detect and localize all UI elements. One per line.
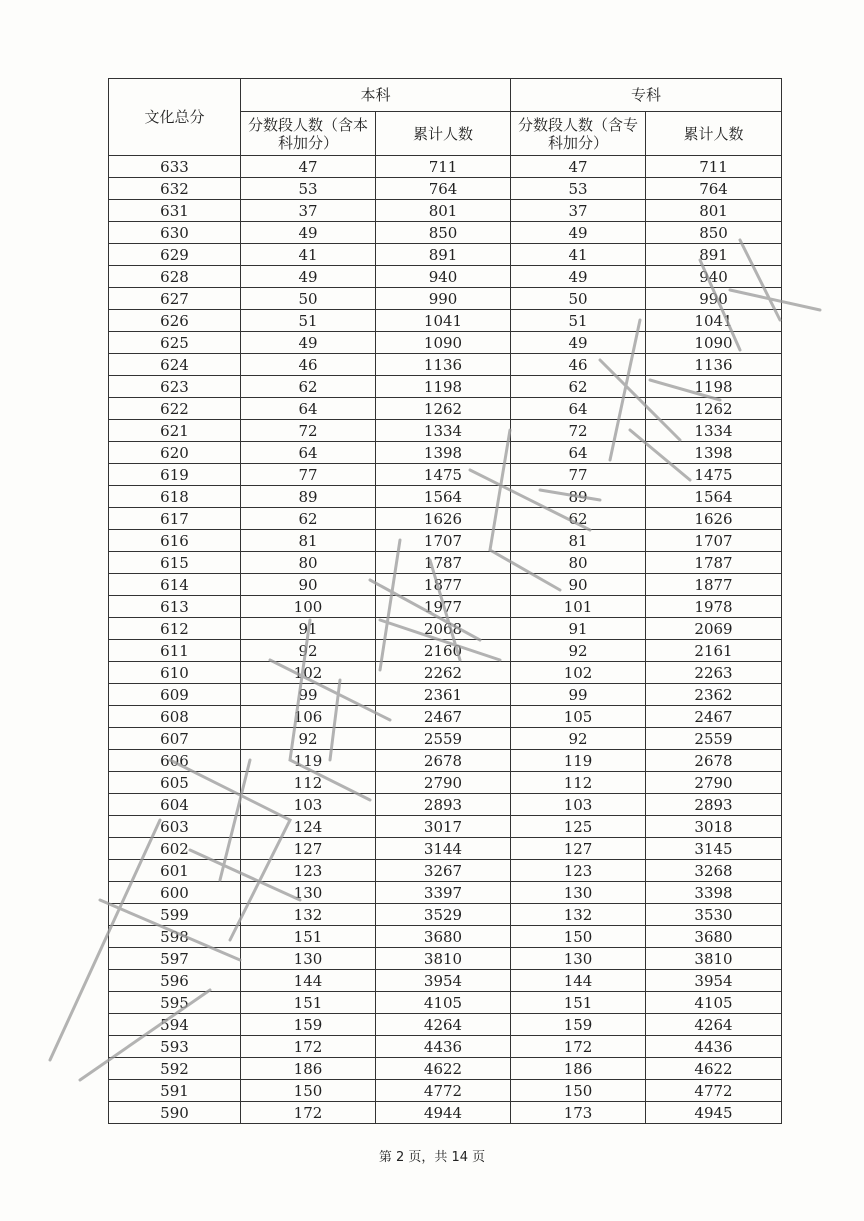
undergrad-segment-cell: 49 [241, 222, 376, 244]
undergrad-segment-cell: 150 [241, 1080, 376, 1102]
vocational-cumulative-cell: 2893 [646, 794, 782, 816]
vocational-segment-cell: 173 [511, 1102, 646, 1124]
table-row [109, 926, 782, 948]
undergrad-cumulative-cell: 2068 [376, 618, 511, 640]
undergrad-segment-cell: 64 [241, 398, 376, 420]
undergrad-segment-cell: 100 [241, 596, 376, 618]
vocational-segment-cell: 41 [511, 244, 646, 266]
table-row [109, 244, 782, 266]
undergrad-segment-cell: 47 [241, 156, 376, 178]
table-row [109, 222, 782, 244]
undergrad-cumulative-cell: 3954 [376, 970, 511, 992]
table-row [109, 508, 782, 530]
undergrad-segment-cell: 72 [241, 420, 376, 442]
undergrad-segment-cell: 37 [241, 200, 376, 222]
vocational-cumulative-cell: 2161 [646, 640, 782, 662]
table-row [109, 728, 782, 750]
undergrad-cumulative-cell: 1262 [376, 398, 511, 420]
vocational-cumulative-cell: 2069 [646, 618, 782, 640]
undergrad-cumulative-cell: 1041 [376, 310, 511, 332]
total-score-cell: 632 [109, 178, 241, 200]
vocational-cumulative-cell: 3680 [646, 926, 782, 948]
undergrad-cumulative-cell: 1977 [376, 596, 511, 618]
table-row [109, 838, 782, 860]
undergrad-cumulative-cell: 990 [376, 288, 511, 310]
undergrad-segment-cell: 62 [241, 376, 376, 398]
undergrad-cumulative-cell: 3267 [376, 860, 511, 882]
total-score-cell: 599 [109, 904, 241, 926]
total-score-cell: 610 [109, 662, 241, 684]
undergrad-cumulative-cell: 3144 [376, 838, 511, 860]
undergrad-cumulative-cell: 801 [376, 200, 511, 222]
vocational-cumulative-cell: 2678 [646, 750, 782, 772]
vocational-segment-cell: 72 [511, 420, 646, 442]
vocational-segment-cell: 112 [511, 772, 646, 794]
vocational-cumulative-cell: 1707 [646, 530, 782, 552]
vocational-cumulative-cell: 4105 [646, 992, 782, 1014]
vocational-segment-cell: 130 [511, 948, 646, 970]
vocational-cumulative-cell: 2790 [646, 772, 782, 794]
vocational-cumulative-cell: 4945 [646, 1102, 782, 1124]
undergrad-cumulative-cell: 1090 [376, 332, 511, 354]
vocational-cumulative-cell: 1136 [646, 354, 782, 376]
vocational-segment-cell: 49 [511, 266, 646, 288]
table-row [109, 618, 782, 640]
undergrad-cumulative-cell: 4622 [376, 1058, 511, 1080]
table-row [109, 596, 782, 618]
table-row [109, 1058, 782, 1080]
header-undergrad-segment: 分数段人数（含本科加分） [241, 112, 376, 156]
vocational-segment-cell: 105 [511, 706, 646, 728]
vocational-segment-cell: 37 [511, 200, 646, 222]
table-row [109, 332, 782, 354]
undergrad-cumulative-cell: 3017 [376, 816, 511, 838]
total-score-cell: 600 [109, 882, 241, 904]
vocational-cumulative-cell: 1334 [646, 420, 782, 442]
total-score-cell: 628 [109, 266, 241, 288]
table-row [109, 530, 782, 552]
vocational-segment-cell: 123 [511, 860, 646, 882]
undergrad-cumulative-cell: 1398 [376, 442, 511, 464]
vocational-segment-cell: 99 [511, 684, 646, 706]
undergrad-segment-cell: 106 [241, 706, 376, 728]
vocational-segment-cell: 64 [511, 442, 646, 464]
undergrad-segment-cell: 130 [241, 882, 376, 904]
vocational-segment-cell: 150 [511, 926, 646, 948]
undergrad-cumulative-cell: 711 [376, 156, 511, 178]
undergrad-segment-cell: 90 [241, 574, 376, 596]
table-row [109, 574, 782, 596]
total-score-cell: 606 [109, 750, 241, 772]
total-score-cell: 607 [109, 728, 241, 750]
vocational-segment-cell: 127 [511, 838, 646, 860]
undergrad-segment-cell: 123 [241, 860, 376, 882]
vocational-segment-cell: 50 [511, 288, 646, 310]
vocational-cumulative-cell: 4622 [646, 1058, 782, 1080]
vocational-cumulative-cell: 1041 [646, 310, 782, 332]
vocational-segment-cell: 90 [511, 574, 646, 596]
table-row [109, 772, 782, 794]
vocational-segment-cell: 49 [511, 332, 646, 354]
total-score-cell: 595 [109, 992, 241, 1014]
undergrad-segment-cell: 172 [241, 1036, 376, 1058]
total-score-cell: 614 [109, 574, 241, 596]
vocational-cumulative-cell: 940 [646, 266, 782, 288]
undergrad-cumulative-cell: 2559 [376, 728, 511, 750]
vocational-cumulative-cell: 1262 [646, 398, 782, 420]
vocational-cumulative-cell: 1564 [646, 486, 782, 508]
total-score-cell: 597 [109, 948, 241, 970]
undergrad-cumulative-cell: 1787 [376, 552, 511, 574]
table-row [109, 266, 782, 288]
undergrad-cumulative-cell: 4105 [376, 992, 511, 1014]
table-row [109, 1080, 782, 1102]
table-row [109, 200, 782, 222]
table-row [109, 552, 782, 574]
vocational-segment-cell: 62 [511, 376, 646, 398]
vocational-segment-cell: 64 [511, 398, 646, 420]
score-distribution-table [108, 78, 782, 1124]
undergrad-segment-cell: 49 [241, 266, 376, 288]
undergrad-cumulative-cell: 2678 [376, 750, 511, 772]
undergrad-cumulative-cell: 2790 [376, 772, 511, 794]
table-row [109, 882, 782, 904]
undergrad-cumulative-cell: 1877 [376, 574, 511, 596]
vocational-cumulative-cell: 2362 [646, 684, 782, 706]
undergrad-cumulative-cell: 1626 [376, 508, 511, 530]
undergrad-segment-cell: 127 [241, 838, 376, 860]
vocational-cumulative-cell: 2263 [646, 662, 782, 684]
undergrad-cumulative-cell: 1136 [376, 354, 511, 376]
vocational-cumulative-cell: 1198 [646, 376, 782, 398]
vocational-segment-cell: 103 [511, 794, 646, 816]
vocational-segment-cell: 47 [511, 156, 646, 178]
vocational-segment-cell: 46 [511, 354, 646, 376]
vocational-segment-cell: 49 [511, 222, 646, 244]
vocational-segment-cell: 91 [511, 618, 646, 640]
vocational-cumulative-cell: 4436 [646, 1036, 782, 1058]
undergrad-cumulative-cell: 1564 [376, 486, 511, 508]
undergrad-segment-cell: 80 [241, 552, 376, 574]
undergrad-segment-cell: 130 [241, 948, 376, 970]
total-score-cell: 623 [109, 376, 241, 398]
vocational-cumulative-cell: 4264 [646, 1014, 782, 1036]
total-score-cell: 618 [109, 486, 241, 508]
undergrad-segment-cell: 64 [241, 442, 376, 464]
total-score-cell: 619 [109, 464, 241, 486]
vocational-cumulative-cell: 3530 [646, 904, 782, 926]
vocational-cumulative-cell: 1877 [646, 574, 782, 596]
undergrad-cumulative-cell: 2893 [376, 794, 511, 816]
table-header [109, 79, 782, 156]
total-score-cell: 604 [109, 794, 241, 816]
undergrad-cumulative-cell: 3529 [376, 904, 511, 926]
table-row [109, 464, 782, 486]
vocational-cumulative-cell: 4772 [646, 1080, 782, 1102]
total-score-cell: 611 [109, 640, 241, 662]
total-score-cell: 630 [109, 222, 241, 244]
undergrad-segment-cell: 172 [241, 1102, 376, 1124]
undergrad-segment-cell: 62 [241, 508, 376, 530]
vocational-segment-cell: 80 [511, 552, 646, 574]
vocational-segment-cell: 132 [511, 904, 646, 926]
vocational-segment-cell: 89 [511, 486, 646, 508]
total-score-cell: 602 [109, 838, 241, 860]
table-row [109, 178, 782, 200]
vocational-cumulative-cell: 1090 [646, 332, 782, 354]
table-row [109, 1102, 782, 1124]
table-row [109, 948, 782, 970]
table-row [109, 684, 782, 706]
undergrad-cumulative-cell: 4264 [376, 1014, 511, 1036]
total-score-cell: 593 [109, 1036, 241, 1058]
undergrad-segment-cell: 151 [241, 992, 376, 1014]
undergrad-segment-cell: 53 [241, 178, 376, 200]
undergrad-cumulative-cell: 4436 [376, 1036, 511, 1058]
total-score-cell: 591 [109, 1080, 241, 1102]
vocational-cumulative-cell: 1475 [646, 464, 782, 486]
total-score-cell: 624 [109, 354, 241, 376]
table-row [109, 706, 782, 728]
table-row [109, 310, 782, 332]
total-score-cell: 612 [109, 618, 241, 640]
vocational-cumulative-cell: 891 [646, 244, 782, 266]
undergrad-segment-cell: 112 [241, 772, 376, 794]
undergrad-segment-cell: 92 [241, 728, 376, 750]
vocational-cumulative-cell: 850 [646, 222, 782, 244]
total-score-cell: 603 [109, 816, 241, 838]
table-row [109, 640, 782, 662]
total-score-cell: 626 [109, 310, 241, 332]
table-row [109, 992, 782, 1014]
undergrad-segment-cell: 49 [241, 332, 376, 354]
table-row [109, 970, 782, 992]
vocational-cumulative-cell: 3145 [646, 838, 782, 860]
undergrad-segment-cell: 103 [241, 794, 376, 816]
vocational-segment-cell: 92 [511, 728, 646, 750]
vocational-segment-cell: 144 [511, 970, 646, 992]
undergrad-cumulative-cell: 1198 [376, 376, 511, 398]
total-score-cell: 625 [109, 332, 241, 354]
undergrad-cumulative-cell: 891 [376, 244, 511, 266]
undergrad-cumulative-cell: 2262 [376, 662, 511, 684]
undergrad-cumulative-cell: 4772 [376, 1080, 511, 1102]
undergrad-segment-cell: 77 [241, 464, 376, 486]
table-row [109, 662, 782, 684]
undergrad-segment-cell: 50 [241, 288, 376, 310]
vocational-cumulative-cell: 1398 [646, 442, 782, 464]
total-score-cell: 622 [109, 398, 241, 420]
undergrad-cumulative-cell: 3810 [376, 948, 511, 970]
total-score-cell: 609 [109, 684, 241, 706]
undergrad-cumulative-cell: 3680 [376, 926, 511, 948]
total-score-cell: 590 [109, 1102, 241, 1124]
undergrad-cumulative-cell: 850 [376, 222, 511, 244]
vocational-segment-cell: 101 [511, 596, 646, 618]
header-vocational: 专科 [511, 79, 782, 112]
table-row [109, 816, 782, 838]
undergrad-segment-cell: 186 [241, 1058, 376, 1080]
vocational-cumulative-cell: 3018 [646, 816, 782, 838]
undergrad-cumulative-cell: 1334 [376, 420, 511, 442]
vocational-cumulative-cell: 3398 [646, 882, 782, 904]
total-score-cell: 594 [109, 1014, 241, 1036]
table-row [109, 156, 782, 178]
table-row [109, 860, 782, 882]
total-score-cell: 627 [109, 288, 241, 310]
table-row [109, 750, 782, 772]
vocational-cumulative-cell: 1787 [646, 552, 782, 574]
header-total-score: 文化总分 [109, 79, 241, 156]
undergrad-cumulative-cell: 3397 [376, 882, 511, 904]
total-score-cell: 620 [109, 442, 241, 464]
total-score-cell: 596 [109, 970, 241, 992]
undergrad-segment-cell: 41 [241, 244, 376, 266]
vocational-segment-cell: 150 [511, 1080, 646, 1102]
table-row [109, 1036, 782, 1058]
header-vocational-cumulative: 累计人数 [646, 112, 782, 156]
vocational-segment-cell: 186 [511, 1058, 646, 1080]
undergrad-cumulative-cell: 4944 [376, 1102, 511, 1124]
undergrad-segment-cell: 99 [241, 684, 376, 706]
vocational-cumulative-cell: 801 [646, 200, 782, 222]
vocational-segment-cell: 102 [511, 662, 646, 684]
undergrad-cumulative-cell: 2361 [376, 684, 511, 706]
header-vocational-segment: 分数段人数（含专科加分） [511, 112, 646, 156]
table-row [109, 420, 782, 442]
vocational-segment-cell: 130 [511, 882, 646, 904]
undergrad-segment-cell: 46 [241, 354, 376, 376]
total-score-cell: 617 [109, 508, 241, 530]
total-score-cell: 621 [109, 420, 241, 442]
vocational-segment-cell: 119 [511, 750, 646, 772]
vocational-cumulative-cell: 3954 [646, 970, 782, 992]
vocational-segment-cell: 151 [511, 992, 646, 1014]
undergrad-cumulative-cell: 1475 [376, 464, 511, 486]
vocational-segment-cell: 51 [511, 310, 646, 332]
table-row [109, 1014, 782, 1036]
undergrad-segment-cell: 124 [241, 816, 376, 838]
total-score-cell: 615 [109, 552, 241, 574]
total-score-cell: 631 [109, 200, 241, 222]
vocational-cumulative-cell: 3268 [646, 860, 782, 882]
vocational-segment-cell: 125 [511, 816, 646, 838]
table-row [109, 486, 782, 508]
undergrad-segment-cell: 81 [241, 530, 376, 552]
table-row [109, 354, 782, 376]
undergrad-segment-cell: 159 [241, 1014, 376, 1036]
undergrad-segment-cell: 132 [241, 904, 376, 926]
header-undergrad: 本科 [241, 79, 511, 112]
vocational-cumulative-cell: 2467 [646, 706, 782, 728]
vocational-cumulative-cell: 2559 [646, 728, 782, 750]
table-row [109, 376, 782, 398]
undergrad-segment-cell: 102 [241, 662, 376, 684]
undergrad-cumulative-cell: 1707 [376, 530, 511, 552]
total-score-cell: 592 [109, 1058, 241, 1080]
vocational-segment-cell: 159 [511, 1014, 646, 1036]
undergrad-segment-cell: 91 [241, 618, 376, 640]
header-undergrad-cumulative: 累计人数 [376, 112, 511, 156]
undergrad-segment-cell: 92 [241, 640, 376, 662]
undergrad-segment-cell: 51 [241, 310, 376, 332]
undergrad-segment-cell: 89 [241, 486, 376, 508]
undergrad-segment-cell: 144 [241, 970, 376, 992]
vocational-cumulative-cell: 711 [646, 156, 782, 178]
total-score-cell: 601 [109, 860, 241, 882]
table-row [109, 794, 782, 816]
table-row [109, 442, 782, 464]
table-row [109, 904, 782, 926]
vocational-cumulative-cell: 990 [646, 288, 782, 310]
total-score-cell: 605 [109, 772, 241, 794]
vocational-segment-cell: 53 [511, 178, 646, 200]
undergrad-cumulative-cell: 764 [376, 178, 511, 200]
total-score-cell: 608 [109, 706, 241, 728]
total-score-cell: 629 [109, 244, 241, 266]
total-score-cell: 633 [109, 156, 241, 178]
total-score-cell: 613 [109, 596, 241, 618]
undergrad-cumulative-cell: 2160 [376, 640, 511, 662]
undergrad-cumulative-cell: 2467 [376, 706, 511, 728]
vocational-cumulative-cell: 1626 [646, 508, 782, 530]
undergrad-segment-cell: 151 [241, 926, 376, 948]
undergrad-segment-cell: 119 [241, 750, 376, 772]
vocational-cumulative-cell: 1978 [646, 596, 782, 618]
vocational-cumulative-cell: 3810 [646, 948, 782, 970]
vocational-segment-cell: 172 [511, 1036, 646, 1058]
total-score-cell: 598 [109, 926, 241, 948]
table-row [109, 288, 782, 310]
table-row [109, 398, 782, 420]
vocational-cumulative-cell: 764 [646, 178, 782, 200]
vocational-segment-cell: 62 [511, 508, 646, 530]
table-body [109, 156, 782, 1124]
undergrad-cumulative-cell: 940 [376, 266, 511, 288]
vocational-segment-cell: 81 [511, 530, 646, 552]
total-score-cell: 616 [109, 530, 241, 552]
page-footer: 第 2 页，共 14 页 [378, 1150, 486, 1165]
vocational-segment-cell: 92 [511, 640, 646, 662]
vocational-segment-cell: 77 [511, 464, 646, 486]
